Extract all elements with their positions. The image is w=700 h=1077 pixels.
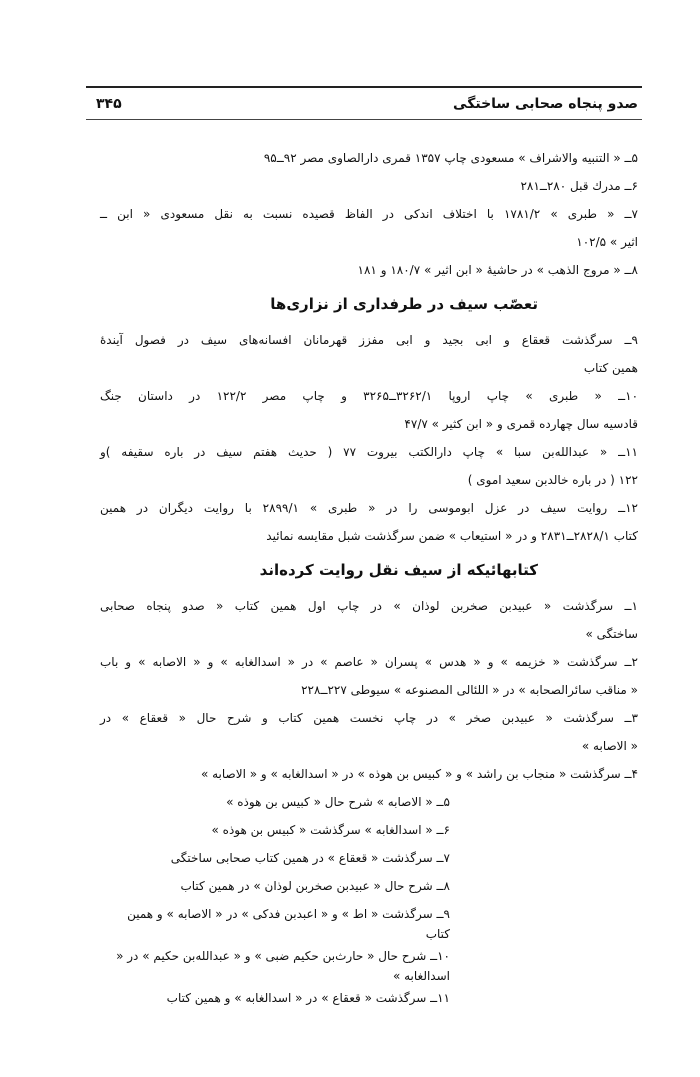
page-number: ۳۴۵ [96, 96, 122, 112]
footnote-12-cont: كتاب ۲۸۲۸/۱ــ۲۸۳۱ و در « استیعاب » ضمن سرگذشت شبل مقایسه نمائید [266, 529, 638, 543]
page-body [100, 146, 638, 1014]
footnote-10: ۱۰ــ « طبری » چاپ اروپا ۳۲۶۲/۱ــ۳۲۶۵ و چاپ مصر ۱۲۲/۲ در داستان جنگ [100, 389, 639, 403]
header-rule [86, 119, 642, 120]
source-4: ۴ــ سرگذشت « منجاب بن راشد » و « كبیس بن هوذه » در « اسدالغابه » و « الاصابه » [200, 767, 638, 781]
running-header-title: صدو پنجاه صحابی ساختگی [453, 96, 638, 112]
section-heading-2: كتابهائیكه از سیف نقل روایت كرده‌اند [259, 561, 538, 579]
top-rule [86, 86, 642, 88]
footnote-11: ۱۱ــ « عبدالله‌بن سبا » چاپ دارالكتب بیروت ۷۷ ( حدیث هفتم سیف در باره سقیفه )و [100, 445, 638, 459]
source-6: ۶ــ « اسدالغابه » سرگذشت « كبیس بن هوذه » [211, 823, 450, 837]
source-1: ۱ــ سرگذشت « عبیدبن صخربن لوذان » در چاپ اول همین كتاب « صدو پنجاه صحابی [100, 599, 638, 613]
footnote-7: ۷ــ « طبری » ۱۷۸۱/۲ با اختلاف اندكی در الفاظ قصیده نسبت به نقل مسعودی « ابن ــ [100, 207, 638, 221]
footnote-9-cont: همین كتاب [583, 361, 638, 375]
source-8: ۸ــ شرح حال « عبیدبن صخربن لوذان » در همین كتاب [180, 879, 450, 893]
footnote-9: ۹ــ سرگذشت قعقاع و ابی بجید و ابی مفزز قهرمانان افسانه‌های سیف در فصول آیندهٔ [100, 333, 638, 347]
footnote-6: ۶ــ مدرك قبل ۲۸۰ــ۲۸۱ [520, 179, 638, 193]
footnote-12: ۱۲ــ روایت سیف در عزل ابوموسی را در « طبری » ۲۸۹۹/۱ با روایت دیگران در همین [100, 501, 638, 515]
source-5: ۵ــ « الاصابه » شرح حال « كبیس بن هوذه » [226, 795, 450, 809]
source-7: ۷ــ سرگذشت « قعقاع » در همین كتاب صحابی ساختگی [170, 851, 450, 865]
source-3-cont: « الاصابه » [581, 739, 638, 753]
source-2: ۲ــ سرگذشت « خزیمه » و « هدس » پسران « عاصم » در « اسدالغابه » و « الاصابه » و باب [100, 655, 638, 669]
footnote-5: ۵ــ « التنبيه والاشراف » مسعودی چاپ ۱۳۵۷ قمری دارالصاوی مصر ۹۲ــ۹۵ [263, 151, 638, 165]
source-1-cont: ساختگی » [585, 627, 638, 641]
source-9: ۹ــ سرگذشت « اط » و « اعبدبن فدكی » در « الاصابه » و همین كتاب [127, 907, 450, 941]
source-2-cont: « مناقب سائرالصحابه » در « اللئالی المصنوعه » سیوطی ۲۲۷ــ۲۲۸ [301, 683, 638, 697]
footnote-7-cont: اثیر » ۱۰۲/۵ [576, 235, 638, 249]
footnote-8: ۸ــ « مروج الذهب » در حاشیهٔ « ابن اثیر » ۱۸۰/۷ و ۱۸۱ [357, 263, 638, 277]
footnote-10-cont: قادسیه سال چهارده قمری و « ابن كثیر » ۴۷/۷ [404, 417, 638, 431]
section-heading-1: تعصّب سیف در طرفداری از نزاری‌ها [270, 295, 538, 313]
source-10: ۱۰ــ شرح حال « حارث‌بن حكیم ضبی » و « عبدالله‌بن حكیم » در « اسدالغابه » [116, 949, 450, 983]
footnote-11-cont: ۱۲۲ ( در باره خالدبن سعید اموی ) [467, 473, 638, 487]
source-11: ۱۱ــ سرگذشت « قعقاع » در « اسدالغابه » و همین كتاب [166, 991, 450, 1005]
source-3: ۳ــ سرگذشت « عبیدبن صخر » در چاپ نخست همین كتاب و شرح حال « قعقاع » در [100, 711, 638, 725]
